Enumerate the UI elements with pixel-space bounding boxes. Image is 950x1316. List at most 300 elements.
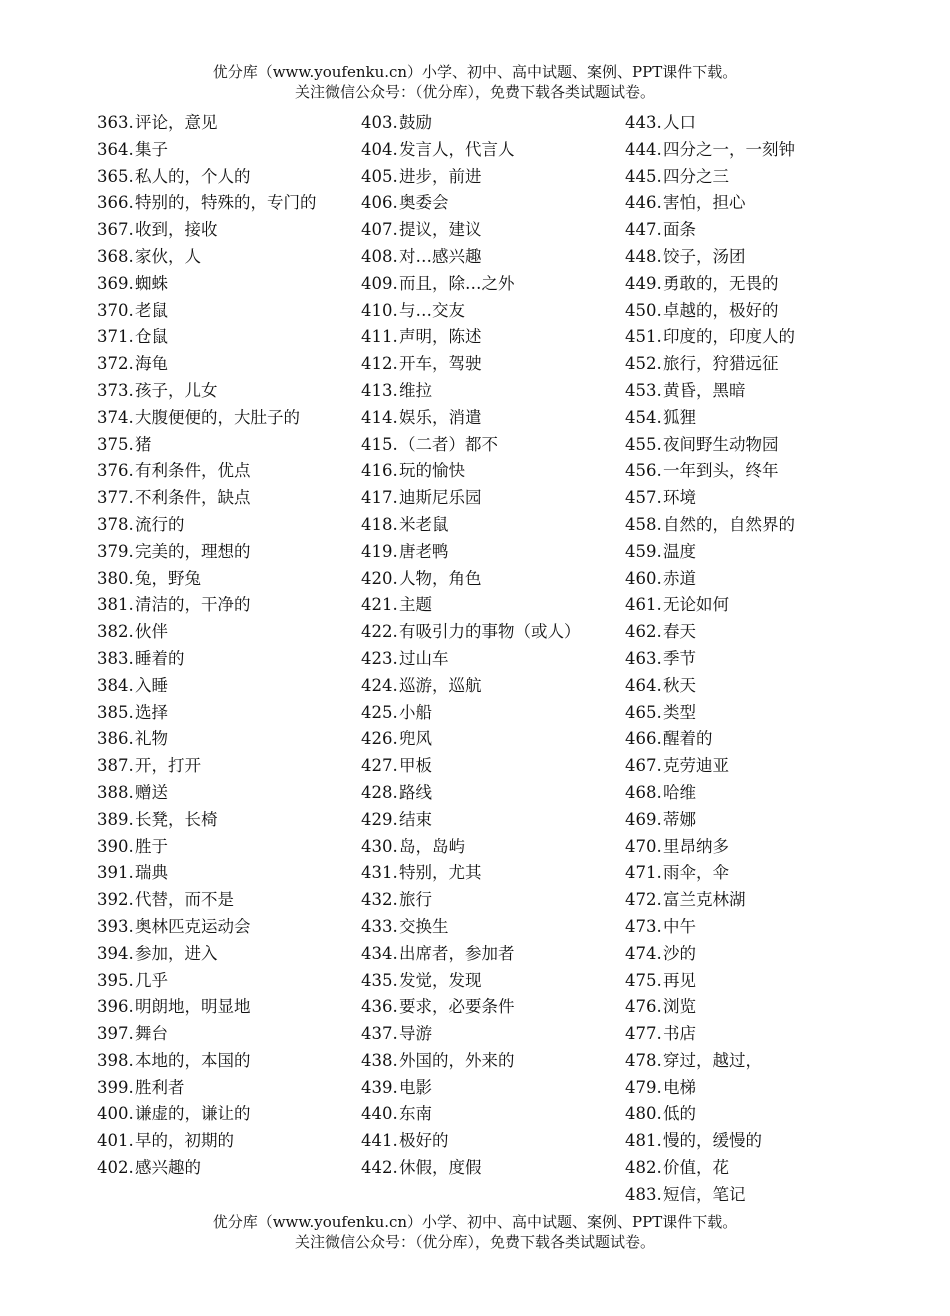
vocab-entry — [625, 244, 865, 271]
entry-meaning: 巡游，巡航 — [399, 675, 482, 695]
entry-number: 458. — [625, 514, 662, 534]
entry-number: 426. — [361, 729, 398, 749]
vocab-entry — [361, 834, 601, 861]
entry-meaning: 低的 — [663, 1104, 696, 1124]
entry-number: 464. — [625, 675, 662, 695]
vocab-entry — [361, 324, 601, 351]
entry-meaning: 睡着的 — [135, 648, 185, 668]
entry-meaning: 不利条件，缺点 — [135, 488, 251, 508]
entry-meaning: 面条 — [663, 220, 696, 240]
entry-number: 441. — [361, 1131, 398, 1151]
entry-number: 448. — [625, 246, 662, 266]
entry-meaning: 入睡 — [135, 675, 168, 695]
vocab-entry — [97, 860, 337, 887]
entry-number: 367. — [97, 220, 134, 240]
entry-meaning: 发言人，代言人 — [399, 139, 515, 159]
vocab-entry — [625, 1155, 865, 1182]
entry-meaning: 再见 — [663, 970, 696, 990]
entry-meaning: 休假，度假 — [399, 1158, 482, 1178]
entry-number: 442. — [361, 1158, 398, 1178]
entry-number: 446. — [625, 193, 662, 213]
entry-number: 377. — [97, 488, 134, 508]
vocab-entry — [361, 137, 601, 164]
entry-number: 369. — [97, 273, 134, 293]
entry-meaning: 瑞典 — [135, 863, 168, 883]
entry-number: 397. — [97, 1024, 134, 1044]
vocab-entry — [361, 405, 601, 432]
entry-meaning: 书店 — [663, 1024, 696, 1044]
vocab-entry — [97, 1048, 337, 1075]
vocab-entry — [361, 914, 601, 941]
entry-meaning: 哈维 — [663, 782, 696, 802]
vocab-entry — [625, 217, 865, 244]
entry-meaning: 赤道 — [663, 568, 696, 588]
entry-meaning: 发觉，发现 — [399, 970, 482, 990]
entry-meaning: 有吸引力的事物（或人） — [399, 622, 581, 642]
vocab-entry — [97, 700, 337, 727]
vocab-entry — [625, 968, 865, 995]
entry-number: 406. — [361, 193, 398, 213]
vocab-entry — [625, 1101, 865, 1128]
entry-meaning: 浏览 — [663, 997, 696, 1017]
entry-number: 399. — [97, 1077, 134, 1097]
vocab-entry — [97, 1128, 337, 1155]
entry-meaning: 外国的，外来的 — [399, 1050, 515, 1070]
entry-number: 465. — [625, 702, 662, 722]
vocab-entry — [361, 1075, 601, 1102]
entry-meaning: 害怕，担心 — [663, 193, 746, 213]
entry-number: 475. — [625, 970, 662, 990]
entry-number: 417. — [361, 488, 398, 508]
entry-meaning: 参加，进入 — [135, 943, 218, 963]
entry-number: 477. — [625, 1024, 662, 1044]
entry-number: 472. — [625, 890, 662, 910]
entry-meaning: 胜利者 — [135, 1077, 185, 1097]
entry-meaning: 结束 — [399, 809, 432, 829]
entry-number: 403. — [361, 113, 398, 132]
vocab-entry — [625, 298, 865, 325]
entry-number: 476. — [625, 997, 662, 1017]
vocab-entry — [625, 110, 865, 137]
vocab-entry — [361, 726, 601, 753]
entry-number: 368. — [97, 246, 134, 266]
entry-number: 436. — [361, 997, 398, 1017]
vocab-entry — [625, 994, 865, 1021]
entry-number: 373. — [97, 380, 134, 400]
entry-meaning: 感兴趣的 — [135, 1158, 201, 1178]
entry-meaning: 与…交友 — [399, 300, 465, 320]
entry-number: 383. — [97, 648, 134, 668]
entry-meaning: 人口 — [663, 113, 696, 132]
entry-number: 394. — [97, 943, 134, 963]
vocab-entry — [361, 753, 601, 780]
entry-number: 414. — [361, 407, 398, 427]
vocab-entry — [625, 887, 865, 914]
entry-meaning: 旅行，狩猎远征 — [663, 354, 779, 374]
vocab-entry — [625, 780, 865, 807]
entry-number: 416. — [361, 461, 398, 481]
entry-number: 439. — [361, 1077, 398, 1097]
entry-meaning: 开车，驾驶 — [399, 354, 482, 374]
entry-number: 468. — [625, 782, 662, 802]
vocab-entry — [97, 968, 337, 995]
entry-meaning: 饺子，汤团 — [663, 246, 746, 266]
entry-number: 470. — [625, 836, 662, 856]
entry-meaning: 四分之一，一刻钟 — [663, 139, 795, 159]
entry-number: 483. — [625, 1184, 662, 1204]
entry-number: 455. — [625, 434, 662, 454]
entry-meaning: 玩的愉快 — [399, 461, 465, 481]
vocab-column-2 — [361, 110, 601, 1182]
entry-meaning: 极好的 — [399, 1131, 449, 1151]
vocab-entry — [625, 271, 865, 298]
entry-meaning: 沙的 — [663, 943, 696, 963]
entry-number: 457. — [625, 488, 662, 508]
entry-meaning: 无论如何 — [663, 595, 729, 615]
entry-number: 410. — [361, 300, 398, 320]
entry-meaning: 卓越的，极好的 — [663, 300, 779, 320]
entry-number: 387. — [97, 756, 134, 776]
vocab-entry — [97, 592, 337, 619]
entry-number: 420. — [361, 568, 398, 588]
vocab-entry — [361, 271, 601, 298]
entry-meaning: 穿过，越过， — [663, 1050, 762, 1070]
entry-number: 481. — [625, 1131, 662, 1151]
entry-number: 443. — [625, 113, 662, 132]
entry-meaning: 里昂纳多 — [663, 836, 729, 856]
vocab-entry — [625, 405, 865, 432]
entry-number: 371. — [97, 327, 134, 347]
entry-meaning: 兔，野兔 — [135, 568, 201, 588]
entry-meaning: 迪斯尼乐园 — [399, 488, 482, 508]
vocab-entry — [97, 780, 337, 807]
entry-number: 438. — [361, 1050, 398, 1070]
entry-number: 463. — [625, 648, 662, 668]
entry-number: 391. — [97, 863, 134, 883]
vocab-entry — [625, 1182, 865, 1209]
entry-meaning: 几乎 — [135, 970, 168, 990]
entry-number: 396. — [97, 997, 134, 1017]
vocab-entry — [625, 834, 865, 861]
vocab-entry — [625, 432, 865, 459]
entry-meaning: 主题 — [399, 595, 432, 615]
entry-number: 392. — [97, 890, 134, 910]
entry-number: 424. — [361, 675, 398, 695]
vocab-entry — [361, 351, 601, 378]
vocab-entry — [361, 1021, 601, 1048]
vocab-entry — [361, 432, 601, 459]
entry-number: 444. — [625, 139, 662, 159]
entry-number: 380. — [97, 568, 134, 588]
entry-meaning: 选择 — [135, 702, 168, 722]
entry-number: 456. — [625, 461, 662, 481]
entry-meaning: 克劳迪亚 — [663, 756, 729, 776]
vocab-entry — [97, 566, 337, 593]
entry-number: 447. — [625, 220, 662, 240]
entry-meaning: 环境 — [663, 488, 696, 508]
vocab-entry — [97, 378, 337, 405]
vocab-entry — [97, 1101, 337, 1128]
entry-meaning: 类型 — [663, 702, 696, 722]
vocab-entry — [361, 164, 601, 191]
vocab-entry — [97, 324, 337, 351]
vocab-entry — [97, 1021, 337, 1048]
vocab-entry — [625, 1048, 865, 1075]
entry-meaning: 维拉 — [399, 380, 432, 400]
vocab-entry — [625, 1128, 865, 1155]
entry-number: 407. — [361, 220, 398, 240]
entry-meaning: 东南 — [399, 1104, 432, 1124]
entry-number: 453. — [625, 380, 662, 400]
vocab-entry — [625, 807, 865, 834]
entry-meaning: 路线 — [399, 782, 432, 802]
entry-number: 429. — [361, 809, 398, 829]
vocab-entry — [625, 914, 865, 941]
vocab-entry — [361, 512, 601, 539]
entry-number: 433. — [361, 916, 398, 936]
entry-number: 450. — [625, 300, 662, 320]
entry-meaning: 印度的，印度人的 — [663, 327, 795, 347]
vocab-entry — [361, 190, 601, 217]
entry-number: 473. — [625, 916, 662, 936]
entry-meaning: 老鼠 — [135, 300, 168, 320]
entry-meaning: 慢的，缓慢的 — [663, 1131, 762, 1151]
entry-meaning: 人物，角色 — [399, 568, 482, 588]
vocab-entry — [625, 700, 865, 727]
entry-meaning: 进步，前进 — [399, 166, 482, 186]
vocab-entry — [361, 619, 601, 646]
vocab-entry — [361, 860, 601, 887]
vocab-entry — [625, 619, 865, 646]
vocab-entry — [361, 994, 601, 1021]
vocab-entry — [97, 217, 337, 244]
vocab-entry — [97, 673, 337, 700]
vocab-entry — [97, 994, 337, 1021]
vocab-entry — [361, 1048, 601, 1075]
entry-meaning: 岛，岛屿 — [399, 836, 465, 856]
entry-meaning: 礼物 — [135, 729, 168, 749]
entry-number: 372. — [97, 354, 134, 374]
entry-meaning: 伙伴 — [135, 622, 168, 642]
vocab-entry — [625, 566, 865, 593]
vocab-entry — [361, 673, 601, 700]
entry-meaning: 蒂娜 — [663, 809, 696, 829]
entry-number: 388. — [97, 782, 134, 802]
entry-meaning: 大腹便便的，大肚子的 — [135, 407, 300, 427]
entry-meaning: 代替，而不是 — [135, 890, 234, 910]
entry-number: 401. — [97, 1131, 134, 1151]
entry-meaning: 夜间野生动物园 — [663, 434, 779, 454]
entry-meaning: 旅行 — [399, 890, 432, 910]
entry-meaning: 温度 — [663, 541, 696, 561]
entry-number: 363. — [97, 113, 134, 132]
entry-meaning: 要求，必要条件 — [399, 997, 515, 1017]
vocab-entry — [97, 405, 337, 432]
entry-meaning: 开，打开 — [135, 756, 201, 776]
entry-meaning: 孩子，儿女 — [135, 380, 218, 400]
page-footer — [0, 1212, 950, 1252]
entry-number: 393. — [97, 916, 134, 936]
entry-meaning: 胜于 — [135, 836, 168, 856]
entry-number: 385. — [97, 702, 134, 722]
vocab-entry — [97, 432, 337, 459]
vocab-entry — [625, 673, 865, 700]
page-header — [0, 62, 950, 102]
entry-number: 462. — [625, 622, 662, 642]
vocab-entry — [361, 1101, 601, 1128]
entry-number: 378. — [97, 514, 134, 534]
entry-number: 374. — [97, 407, 134, 427]
vocab-entry — [361, 458, 601, 485]
entry-number: 364. — [97, 139, 134, 159]
entry-number: 449. — [625, 273, 662, 293]
entry-meaning: 出席者，参加者 — [399, 943, 515, 963]
vocab-entry — [625, 164, 865, 191]
vocab-entry — [97, 271, 337, 298]
vocab-entry — [625, 378, 865, 405]
entry-meaning: 特别，尤其 — [399, 863, 482, 883]
entry-meaning: 兜风 — [399, 729, 432, 749]
entry-number: 375. — [97, 434, 134, 454]
vocab-entry — [625, 941, 865, 968]
entry-meaning: 一年到头，终年 — [663, 461, 779, 481]
entry-meaning: 提议，建议 — [399, 220, 482, 240]
entry-number: 422. — [361, 622, 398, 642]
vocab-entry — [97, 485, 337, 512]
entry-number: 440. — [361, 1104, 398, 1124]
entry-number: 452. — [625, 354, 662, 374]
entry-meaning: 电影 — [399, 1077, 432, 1097]
entry-number: 427. — [361, 756, 398, 776]
vocab-entry — [625, 1075, 865, 1102]
entry-meaning: 舞台 — [135, 1024, 168, 1044]
entry-meaning: 米老鼠 — [399, 514, 449, 534]
vocab-entry — [97, 539, 337, 566]
entry-meaning: 四分之三 — [663, 166, 729, 186]
entry-meaning: 特别的，特殊的，专门的 — [135, 193, 317, 213]
vocab-entry — [361, 244, 601, 271]
vocab-entry — [97, 244, 337, 271]
entry-number: 408. — [361, 246, 398, 266]
entry-meaning: 导游 — [399, 1024, 432, 1044]
entry-number: 395. — [97, 970, 134, 990]
vocab-entry — [625, 190, 865, 217]
entry-meaning: 明朗地，明显地 — [135, 997, 251, 1017]
entry-number: 402. — [97, 1158, 134, 1178]
entry-meaning: 本地的，本国的 — [135, 1050, 251, 1070]
entry-meaning: 完美的，理想的 — [135, 541, 251, 561]
entry-number: 382. — [97, 622, 134, 642]
vocab-entry — [361, 941, 601, 968]
entry-meaning: 流行的 — [135, 514, 185, 534]
entry-meaning: 仓鼠 — [135, 327, 168, 347]
vocab-entry — [97, 726, 337, 753]
entry-number: 386. — [97, 729, 134, 749]
vocab-entry — [361, 646, 601, 673]
entry-number: 379. — [97, 541, 134, 561]
entry-number: 482. — [625, 1158, 662, 1178]
vocab-entry — [97, 1075, 337, 1102]
entry-meaning: 奥林匹克运动会 — [135, 916, 251, 936]
vocab-entry — [97, 298, 337, 325]
vocab-entry — [625, 324, 865, 351]
vocab-entry — [97, 137, 337, 164]
entry-number: 467. — [625, 756, 662, 776]
vocab-entry — [361, 485, 601, 512]
entry-meaning: 对…感兴趣 — [399, 246, 482, 266]
entry-number: 365. — [97, 166, 134, 186]
vocab-entry — [97, 753, 337, 780]
entry-number: 428. — [361, 782, 398, 802]
entry-meaning: 长凳，长椅 — [135, 809, 218, 829]
entry-meaning: 电梯 — [663, 1077, 696, 1097]
vocab-entry — [361, 566, 601, 593]
vocab-entry — [97, 1155, 337, 1182]
vocab-entry — [625, 1021, 865, 1048]
entry-meaning: 秋天 — [663, 675, 696, 695]
entry-meaning: 集子 — [135, 139, 168, 159]
entry-number: 409. — [361, 273, 398, 293]
vocab-entry — [361, 887, 601, 914]
entry-meaning: 奥委会 — [399, 193, 449, 213]
entry-meaning: 家伙，人 — [135, 246, 201, 266]
entry-number: 398. — [97, 1050, 134, 1070]
entry-meaning: 交换生 — [399, 916, 449, 936]
entry-number: 413. — [361, 380, 398, 400]
vocab-entry — [97, 619, 337, 646]
header-line-1: 优分库（www.youfenku.cn）小学、初中、高中试题、案例、PPT课件下载。 — [212, 63, 738, 81]
entry-number: 471. — [625, 863, 662, 883]
entry-number: 469. — [625, 809, 662, 829]
entry-meaning: 评论，意见 — [135, 113, 218, 132]
vocab-entry — [361, 807, 601, 834]
entry-meaning: 娱乐，消遣 — [399, 407, 482, 427]
entry-number: 366. — [97, 193, 134, 213]
entry-meaning: 鼓励 — [399, 113, 432, 132]
vocab-entry — [625, 753, 865, 780]
entry-number: 370. — [97, 300, 134, 320]
vocab-entry — [361, 1155, 601, 1182]
header-line-2: 关注微信公众号：（优分库），免费下载各类试题试卷。 — [294, 83, 655, 101]
entry-number: 437. — [361, 1024, 398, 1044]
entry-number: 384. — [97, 675, 134, 695]
vocab-entry — [361, 700, 601, 727]
vocab-entry — [97, 941, 337, 968]
vocab-entry — [625, 726, 865, 753]
entry-meaning: 短信，笔记 — [663, 1184, 746, 1204]
entry-number: 390. — [97, 836, 134, 856]
vocab-entry — [625, 485, 865, 512]
entry-number: 425. — [361, 702, 398, 722]
entry-number: 459. — [625, 541, 662, 561]
vocab-entry — [97, 914, 337, 941]
entry-number: 435. — [361, 970, 398, 990]
vocab-entry — [625, 539, 865, 566]
vocab-entry — [97, 110, 337, 137]
vocab-entry — [97, 512, 337, 539]
vocab-entry — [97, 834, 337, 861]
entry-number: 423. — [361, 648, 398, 668]
entry-number: 466. — [625, 729, 662, 749]
entry-meaning: 收到，接收 — [135, 220, 218, 240]
vocab-entry — [361, 298, 601, 325]
entry-number: 405. — [361, 166, 398, 186]
entry-meaning: 中午 — [663, 916, 696, 936]
entry-meaning: 海龟 — [135, 354, 168, 374]
entry-number: 376. — [97, 461, 134, 481]
entry-meaning: 赠送 — [135, 782, 168, 802]
entry-meaning: 富兰克林湖 — [663, 890, 746, 910]
